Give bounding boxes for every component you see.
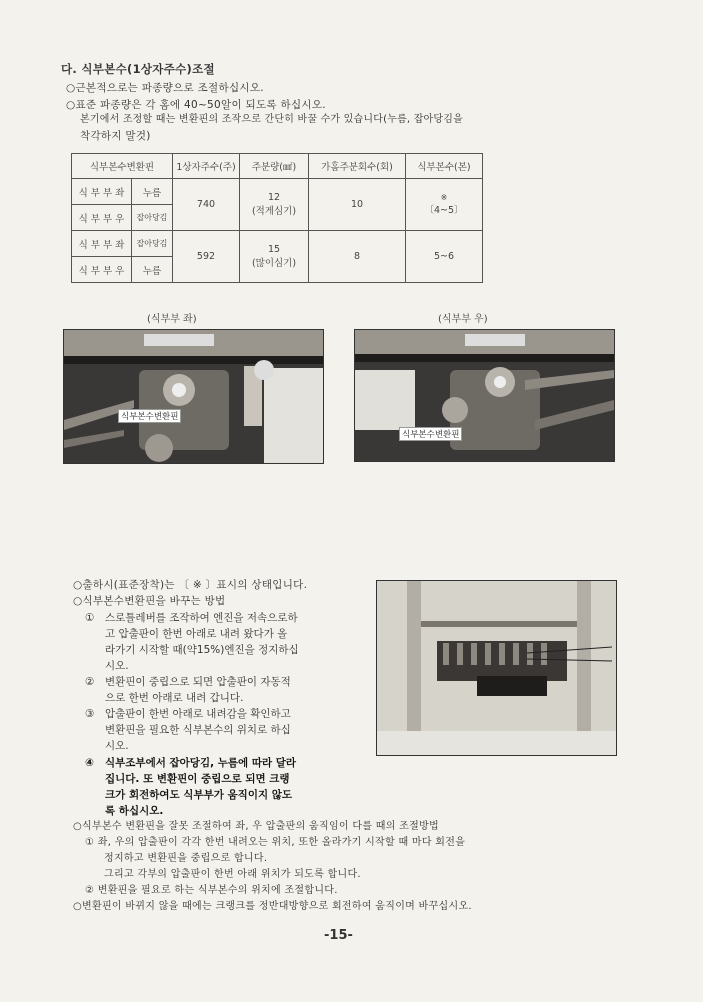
step-number: ① [85, 612, 95, 624]
left-photo-caption: (식부부 좌) [147, 314, 197, 325]
machine-photo-left [64, 330, 323, 463]
step-line: 시오. [105, 740, 129, 752]
procedure-intro-2: ○식부본수변환핀을 바꾸는 방법 [73, 595, 226, 607]
adjust-line-3: 그리고 각부의 압출판이 한번 아래 위치가 되도록 합니다. [104, 869, 361, 880]
plants-cell [406, 179, 483, 231]
step-number: ④ [85, 757, 94, 769]
table-header-cell: 식부본수변환핀 [72, 154, 173, 179]
mechanism-photo-image [377, 581, 616, 755]
step-line: 압출판이 한번 아래로 내려감을 확인하고 [105, 708, 291, 720]
step-line: 시오. [105, 660, 129, 672]
mechanism-photo [376, 580, 617, 756]
right-photo [354, 329, 615, 462]
table-header-cell: 주분량(㎟) [240, 154, 309, 179]
step-line: 스로틀레버를 조작하여 엔진을 저속으로하 [105, 612, 298, 624]
pin-side-cell: 식 부 부 좌 [72, 179, 132, 205]
table-header-cell: 가홈주분회수(회) [309, 154, 406, 179]
right-photo-caption: (식부부 우) [438, 314, 488, 325]
plants-cell: 5~6 [406, 231, 483, 283]
amount-value: 12 [267, 192, 281, 203]
left-photo [63, 329, 324, 464]
adjust-line-5: ○변환핀이 바뀌지 않을 때에는 크랭크를 정반대방향으로 회전하여 움직이며 바꾸십시오. [73, 901, 472, 912]
pin-state-cell: 잡아당김 [131, 231, 172, 257]
left-photo-label: 식부본수변환핀 [118, 409, 181, 423]
count-cell: 592 [173, 231, 240, 283]
pin-side-cell: 식 부 부 우 [72, 205, 132, 231]
plants-value: 〔4~5〕 [424, 204, 464, 216]
times-cell: 10 [309, 179, 406, 231]
pin-state-cell: 잡아당김 [131, 205, 172, 231]
step-line: 집니다. 또 변환핀이 중립으로 되면 크랭 [105, 773, 290, 785]
table-row [72, 231, 483, 257]
pin-side-cell: 식 부 부 좌 [72, 231, 132, 257]
step-number: ② [85, 676, 95, 688]
amount-note: (많이심기) [251, 258, 297, 269]
pin-state-cell: 누름 [131, 179, 172, 205]
intro-line-3: 본기에서 조정할 때는 변환핀의 조작으로 간단히 바꿀 수가 있습니다(누름, 잡아당김을 [80, 114, 463, 125]
machine-photo-right [355, 330, 614, 461]
times-cell: 8 [309, 231, 406, 283]
spec-table [71, 153, 483, 283]
intro-line-1: ○근본적으로는 파종량으로 조절하십시오. [66, 82, 264, 94]
table-header-cell: 1상자주수(주) [173, 154, 240, 179]
step-line: 변환핀이 중립으로 되면 압출판이 자동적 [105, 676, 291, 688]
step-line: 변환핀을 필요한 식부본수의 위치로 하십 [105, 724, 291, 736]
table-header-cell: 식부본수(본) [406, 154, 483, 179]
section-title: 다. 식부본수(1상자주수)조절 [61, 62, 215, 76]
table-header-row [72, 154, 483, 179]
step-number: ③ [85, 708, 95, 720]
pin-state-cell: 누름 [131, 257, 172, 283]
step-line: 록 하십시오. [105, 805, 164, 817]
right-photo-label: 식부본수변환핀 [399, 427, 462, 441]
step-line: 고 압출판이 한번 아래로 내려 왔다가 올 [105, 628, 288, 640]
step-line: 으로 한번 아래로 내려 갑니다. [105, 692, 244, 704]
standard-mark: ※ [440, 192, 448, 202]
step-line: 라가기 시작할 때(약15%)엔진을 정지하십 [105, 644, 299, 656]
amount-cell [240, 179, 309, 231]
intro-line-4: 착각하지 말것) [80, 130, 151, 142]
adjust-intro: ○식부본수 변환핀을 잘못 조절하여 좌, 우 압출판의 움직임이 다를 때의 조절방법 [73, 821, 440, 832]
count-cell: 740 [173, 179, 240, 231]
amount-cell [240, 231, 309, 283]
adjust-line-4: ② 변환핀을 필요로 하는 식부본수의 위치에 조절합니다. [85, 885, 338, 896]
table-row [72, 179, 483, 205]
amount-value: 15 [267, 244, 281, 255]
intro-line-2: ○표준 파종량은 각 홈에 40~50알이 되도록 하십시오. [66, 99, 326, 111]
adjust-line-1: ① 좌, 우의 압출판이 각각 한번 내려오는 위치, 또한 올라가기 시작할 때 마다 회전을 [85, 837, 466, 848]
page-number: -15- [324, 928, 353, 943]
step-line: 크가 회전하여도 식부부가 움직이지 않도 [105, 789, 293, 801]
procedure-intro-1: ○출하시(표준장착)는 〔 ※ 〕표시의 상태입니다. [73, 579, 308, 591]
amount-note: (적게심기) [251, 206, 297, 217]
step-line: 식부조부에서 잡아당김, 누름에 따라 달라 [105, 757, 297, 769]
pin-side-cell: 식 부 부 우 [72, 257, 132, 283]
adjust-line-2: 정지하고 변환핀을 중립으로 합니다. [104, 853, 268, 864]
